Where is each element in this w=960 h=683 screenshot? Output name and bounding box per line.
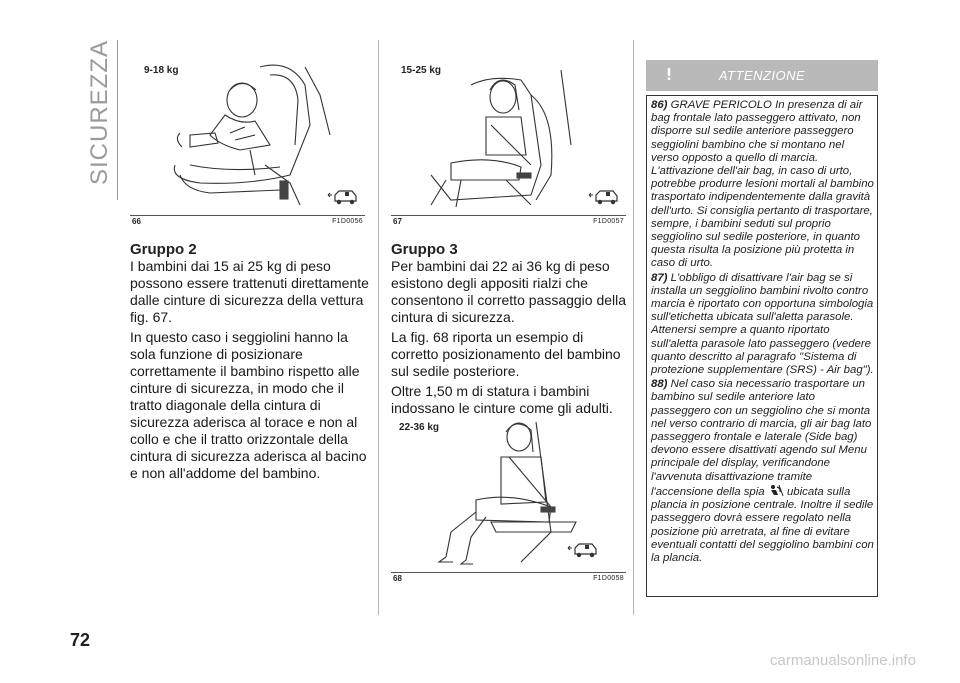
section-heading: Gruppo 3 xyxy=(391,241,458,258)
warning-note-87 xyxy=(651,272,875,378)
figure-68 xyxy=(391,412,626,584)
figure-weight-label: 15-25 kg xyxy=(401,65,442,76)
car-direction-icon xyxy=(326,187,358,207)
watermark: carmanualsonline.info xyxy=(770,652,916,669)
figure-code: F1D0058 xyxy=(593,575,624,582)
warning-header xyxy=(646,60,878,91)
section-title: SICUREZZA xyxy=(86,40,113,186)
note-number: 86) xyxy=(651,99,668,111)
note-number: 87) xyxy=(651,271,668,284)
note-text: Nel caso sia necessario trasportare un bambino sul sedile anteriore lato passeggero con un seggiolino che si monta nel verso contrario di marcia, gli air bag lato passeggero frontale e laterale (Side bag) devono essere disattivati agendo sul Menu principale del display, verificandone l'avvenuta disattivazione tramite l'accensione della spia xyxy=(651,378,872,498)
column-2 xyxy=(391,241,631,420)
section-heading: Gruppo 2 xyxy=(130,241,197,258)
figure-code: F1D0056 xyxy=(332,218,363,225)
paragraph: I bambini dai 15 ai 25 kg di peso possono essere trattenuti direttamente dalle cinture di sicurezza della vettura fig. 67. xyxy=(130,258,369,325)
body-text xyxy=(130,258,370,482)
figure-weight-label: 9-18 kg xyxy=(144,65,179,76)
figure-66 xyxy=(130,55,365,225)
paragraph: Oltre 1,50 m di statura i bambini indossano le cinture come gli adulti. xyxy=(391,383,613,416)
airbag-off-indicator-icon xyxy=(768,484,784,497)
figure-rule xyxy=(130,215,365,216)
note-text: L'obbligo di disattivare l'air bag se si installa un seggiolino bambini rivolto contro marcia è riportato con opportuna simbologia sull'etichetta ubicata sull'aletta parasole. Attenersi sempre a quanto riportato sull'aletta parasole lato passeggero (vedere quanto descritto al paragrafo "Sistema di protezione supplementare (SRS) - Air bag"). xyxy=(651,271,874,377)
section-divider xyxy=(117,40,118,200)
figure-weight-label: 22-36 kg xyxy=(399,422,440,433)
car-direction-icon xyxy=(587,187,619,207)
warning-note-88 xyxy=(651,378,875,565)
note-text-continued: ubicata sulla plancia in posizione centrale. Inoltre il sedile passeggero dovrà essere regolato nella posizione più arretrata, al fine di evitare eventuali contatti del seggiolino bambini con la plancia. xyxy=(651,485,874,564)
column-divider xyxy=(633,40,634,615)
warning-title: ATTENZIONE xyxy=(718,68,806,83)
figure-rule xyxy=(391,572,626,573)
warning-note-86 xyxy=(651,99,875,271)
paragraph: La fig. 68 riporta un esempio di corretto posizionamento del bambino sul sedile posteriore. xyxy=(391,329,621,379)
warning-notes xyxy=(651,99,875,566)
section-tab xyxy=(86,40,116,200)
figure-number: 66 xyxy=(132,217,141,226)
paragraph: Per bambini dai 22 ai 36 kg di peso esistono degli appositi rialzi che consentono il corretto passaggio della cintura di sicurezza. xyxy=(391,258,627,325)
note-text: GRAVE PERICOLO In presenza di air bag frontale lato passeggero attivato, non disporre sul sedile anteriore passeggero seggiolini bambino che si montano nel verso opposto a quello di marcia. L'attivazione dell'air bag, in caso di urto, potrebbe produrre lesioni mortali al bambino trasportato indipendentemente dalla gravità dell'urto. Si consiglia pertanto di trasportare, sempre, i bambini seduti sul proprio seggiolino sul sedile posteriore, in quanto questa risulta la posizione più protetta in caso di urto. xyxy=(651,99,874,270)
figure-67 xyxy=(391,55,626,225)
car-direction-icon xyxy=(566,540,598,560)
note-number: 88) xyxy=(651,378,668,391)
column-divider xyxy=(378,40,379,615)
figure-rule xyxy=(391,215,626,216)
figure-number: 68 xyxy=(393,574,402,583)
paragraph: In questo caso i seggiolini hanno la sola funzione di posizionare correttamente il bambino rispetto alle cinture di sicurezza, in modo che il tratto diagonale della cintura di sicurezza aderisca al torace e non al collo e che il tratto orizzontale della cintura di sicurezza aderisca al bacino e non all'addome del bambino. xyxy=(130,329,367,481)
figure-code: F1D0057 xyxy=(593,218,624,225)
column-1 xyxy=(130,241,370,485)
body-text xyxy=(391,258,631,417)
page-number: 72 xyxy=(70,630,91,650)
figure-number: 67 xyxy=(393,217,402,226)
